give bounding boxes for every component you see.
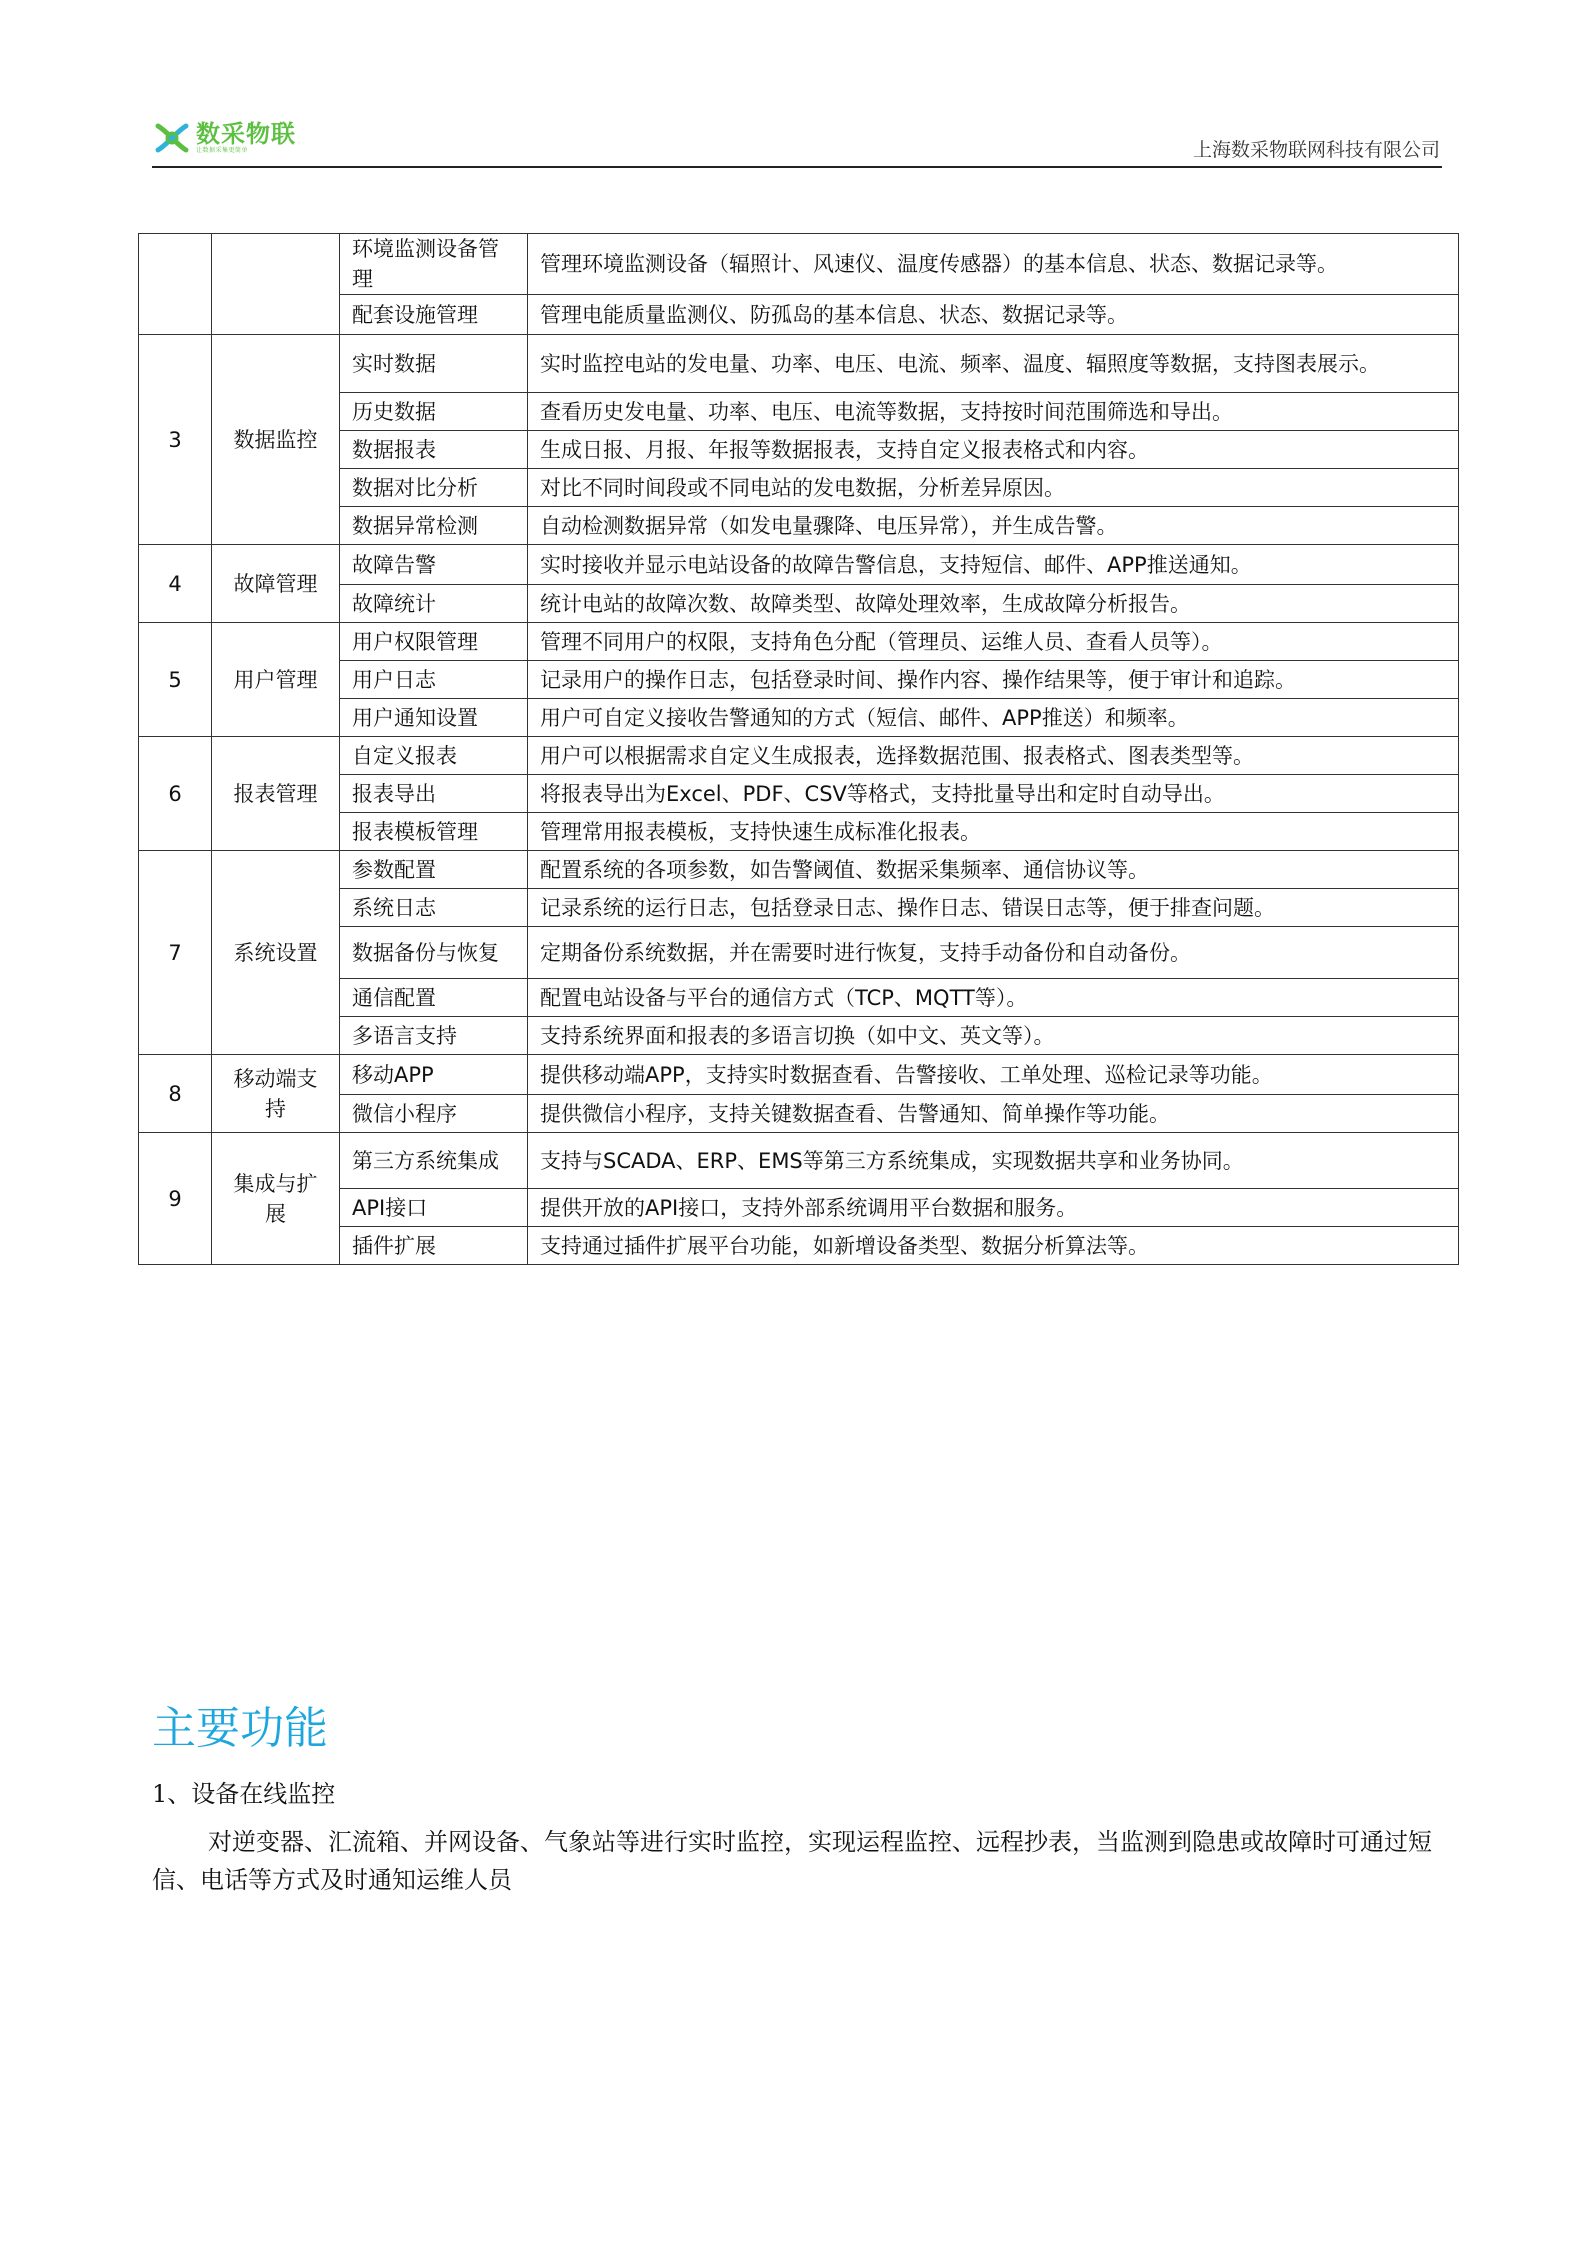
module-name: 数据监控 bbox=[212, 335, 340, 545]
function-description: 查看历史发电量、功率、电压、电流等数据，支持按时间范围筛选和导出。 bbox=[528, 393, 1459, 431]
module-name: 系统设置 bbox=[212, 851, 340, 1055]
logo-tagline: 让数据采集更简单 bbox=[196, 147, 249, 154]
function-description: 生成日报、月报、年报等数据报表，支持自定义报表格式和内容。 bbox=[528, 431, 1459, 469]
module-name: 报表管理 bbox=[212, 737, 340, 851]
function-item: 数据备份与恢复 bbox=[340, 927, 528, 979]
function-description: 统计电站的故障次数、故障类型、故障处理效率，生成故障分析报告。 bbox=[528, 585, 1459, 623]
function-item: 系统日志 bbox=[340, 889, 528, 927]
function-item: 多语言支持 bbox=[340, 1017, 528, 1055]
function-item: 配套设施管理 bbox=[340, 295, 528, 335]
function-item: 报表模板管理 bbox=[340, 813, 528, 851]
function-item: 故障告警 bbox=[340, 545, 528, 585]
section-title: 主要功能 bbox=[152, 1703, 328, 1754]
function-item: API接口 bbox=[340, 1189, 528, 1227]
company-logo bbox=[152, 116, 296, 160]
function-item: 环境监测设备管理 bbox=[340, 234, 528, 295]
function-item: 故障统计 bbox=[340, 585, 528, 623]
module-number: 3 bbox=[139, 335, 212, 545]
function-table bbox=[138, 233, 1459, 1265]
function-description: 实时监控电站的发电量、功率、电压、电流、频率、温度、辐照度等数据，支持图表展示。 bbox=[528, 335, 1459, 393]
function-item: 报表导出 bbox=[340, 775, 528, 813]
function-item: 数据报表 bbox=[340, 431, 528, 469]
function-item: 插件扩展 bbox=[340, 1227, 528, 1265]
module-number: 4 bbox=[139, 545, 212, 623]
function-item: 参数配置 bbox=[340, 851, 528, 889]
function-description: 用户可自定义接收告警通知的方式（短信、邮件、APP推送）和频率。 bbox=[528, 699, 1459, 737]
function-item: 用户日志 bbox=[340, 661, 528, 699]
logo-name: 数采物联 bbox=[196, 120, 296, 148]
function-description: 自动检测数据异常（如发电量骤降、电压异常），并生成告警。 bbox=[528, 507, 1459, 545]
section-paragraph: 对逆变器、汇流箱、并网设备、气象站等进行实时监控，实现运程监控、远程抄表，当监测到隐患或故障时可通过短信、电话等方式及时通知运维人员 bbox=[152, 1828, 1432, 1894]
function-description: 管理电能质量监测仪、防孤岛的基本信息、状态、数据记录等。 bbox=[528, 295, 1459, 335]
function-description: 管理常用报表模板，支持快速生成标准化报表。 bbox=[528, 813, 1459, 851]
function-item: 移动APP bbox=[340, 1055, 528, 1095]
function-item: 自定义报表 bbox=[340, 737, 528, 775]
function-item: 用户权限管理 bbox=[340, 623, 528, 661]
module-name bbox=[212, 234, 340, 335]
function-description: 支持系统界面和报表的多语言切换（如中文、英文等）。 bbox=[528, 1017, 1459, 1055]
function-item: 数据对比分析 bbox=[340, 469, 528, 507]
function-description: 对比不同时间段或不同电站的发电数据，分析差异原因。 bbox=[528, 469, 1459, 507]
function-item: 实时数据 bbox=[340, 335, 528, 393]
function-description: 配置电站设备与平台的通信方式（TCP、MQTT等）。 bbox=[528, 979, 1459, 1017]
function-description: 提供开放的API接口，支持外部系统调用平台数据和服务。 bbox=[528, 1189, 1459, 1227]
table-row bbox=[139, 737, 1459, 775]
table-row bbox=[139, 1055, 1459, 1095]
function-description: 管理环境监测设备（辐照计、风速仪、温度传感器）的基本信息、状态、数据记录等。 bbox=[528, 234, 1459, 295]
function-description: 记录系统的运行日志，包括登录日志、操作日志、错误日志等，便于排查问题。 bbox=[528, 889, 1459, 927]
table-row bbox=[139, 1133, 1459, 1189]
table-row bbox=[139, 335, 1459, 393]
function-description: 记录用户的操作日志，包括登录时间、操作内容、操作结果等，便于审计和追踪。 bbox=[528, 661, 1459, 699]
logo-icon bbox=[152, 118, 192, 158]
module-name: 用户管理 bbox=[212, 623, 340, 737]
function-description: 定期备份系统数据，并在需要时进行恢复，支持手动备份和自动备份。 bbox=[528, 927, 1459, 979]
module-name: 移动端支持 bbox=[212, 1055, 340, 1133]
module-number bbox=[139, 234, 212, 335]
function-description: 管理不同用户的权限，支持角色分配（管理员、运维人员、查看人员等）。 bbox=[528, 623, 1459, 661]
function-description: 将报表导出为Excel、PDF、CSV等格式，支持批量导出和定时自动导出。 bbox=[528, 775, 1459, 813]
function-description: 实时接收并显示电站设备的故障告警信息，支持短信、邮件、APP推送通知。 bbox=[528, 545, 1459, 585]
function-item: 第三方系统集成 bbox=[340, 1133, 528, 1189]
function-description: 支持与SCADA、ERP、EMS等第三方系统集成，实现数据共享和业务协同。 bbox=[528, 1133, 1459, 1189]
function-description: 提供移动端APP，支持实时数据查看、告警接收、工单处理、巡检记录等功能。 bbox=[528, 1055, 1459, 1095]
module-number: 9 bbox=[139, 1133, 212, 1265]
function-description: 提供微信小程序，支持关键数据查看、告警通知、简单操作等功能。 bbox=[528, 1095, 1459, 1133]
table-row bbox=[139, 623, 1459, 661]
function-item: 数据异常检测 bbox=[340, 507, 528, 545]
function-item: 通信配置 bbox=[340, 979, 528, 1017]
page-header bbox=[152, 110, 1442, 168]
function-item: 微信小程序 bbox=[340, 1095, 528, 1133]
table-row bbox=[139, 545, 1459, 585]
function-item: 历史数据 bbox=[340, 393, 528, 431]
section-subtitle: 1、设备在线监控 bbox=[152, 1780, 336, 1808]
table-row bbox=[139, 851, 1459, 889]
table-row bbox=[139, 234, 1459, 295]
module-number: 7 bbox=[139, 851, 212, 1055]
function-item: 用户通知设置 bbox=[340, 699, 528, 737]
module-name: 故障管理 bbox=[212, 545, 340, 623]
function-description: 配置系统的各项参数，如告警阈值、数据采集频率、通信协议等。 bbox=[528, 851, 1459, 889]
module-name: 集成与扩展 bbox=[212, 1133, 340, 1265]
function-description: 用户可以根据需求自定义生成报表，选择数据范围、报表格式、图表类型等。 bbox=[528, 737, 1459, 775]
module-number: 8 bbox=[139, 1055, 212, 1133]
function-description: 支持通过插件扩展平台功能，如新增设备类型、数据分析算法等。 bbox=[528, 1227, 1459, 1265]
module-number: 6 bbox=[139, 737, 212, 851]
company-name: 上海数采物联网科技有限公司 bbox=[1192, 139, 1440, 161]
module-number: 5 bbox=[139, 623, 212, 737]
